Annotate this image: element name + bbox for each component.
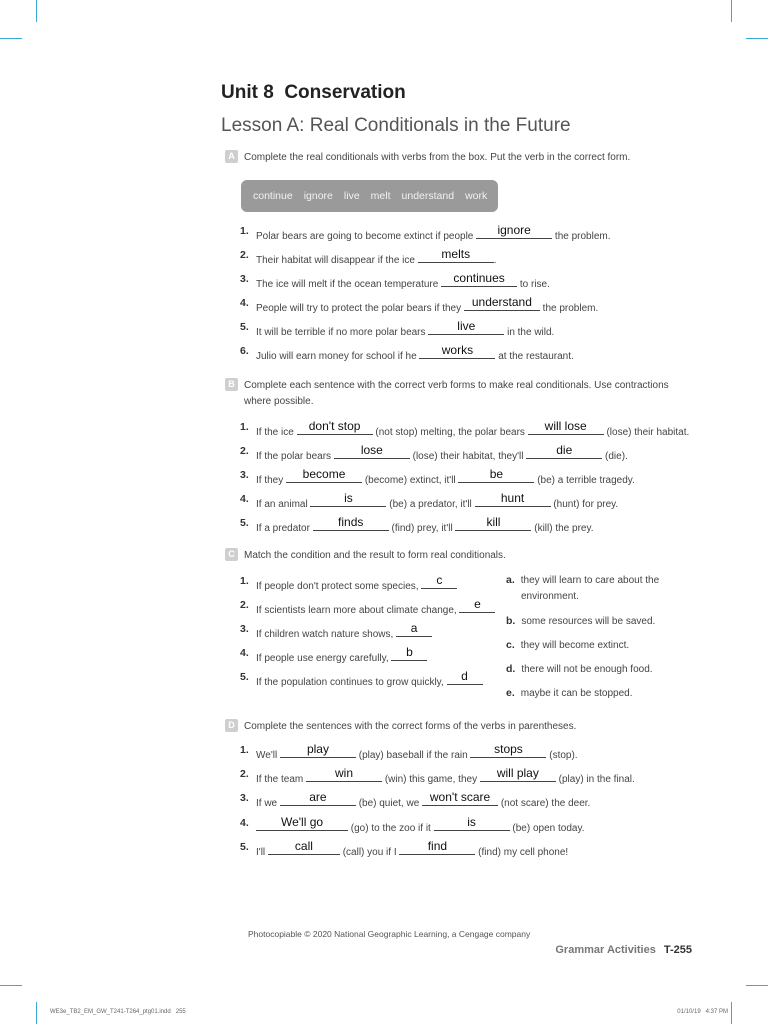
result-item: a. they will learn to care about the environment. — [506, 574, 660, 602]
result-item: d. there will not be enough food. — [506, 663, 653, 675]
crop-mark — [731, 0, 732, 22]
answer-blank[interactable]: finds — [313, 518, 389, 531]
word-box-item: understand — [401, 190, 455, 202]
answer-blank[interactable]: will lose — [528, 422, 604, 435]
answer-blank[interactable]: find — [399, 842, 475, 855]
answer-blank[interactable]: works — [419, 346, 495, 359]
answer-blank[interactable]: We'll go — [256, 818, 348, 831]
section-c-badge: C — [225, 548, 238, 561]
answer-blank[interactable]: hunt — [475, 494, 551, 507]
crop-mark — [36, 1002, 37, 1024]
unit-title: Unit 8 Conservation — [221, 82, 406, 103]
answer-blank[interactable]: kill — [455, 518, 531, 531]
answer-blank[interactable]: a — [396, 624, 432, 637]
section-a-instruction: A Complete the real conditionals with verbs from the box. Put the verb in the correct form. — [225, 150, 630, 166]
section-b-badge: B — [225, 378, 238, 391]
answer-blank[interactable]: be — [458, 470, 534, 483]
answer-blank[interactable]: ignore — [476, 226, 552, 239]
answer-blank[interactable]: c — [421, 576, 457, 589]
crop-mark — [731, 1002, 732, 1024]
section-a-badge: A — [225, 150, 238, 163]
answer-blank[interactable]: lose — [334, 446, 410, 459]
answer-blank[interactable]: melts — [418, 250, 494, 263]
section-d-badge: D — [225, 719, 238, 732]
result-item: e. maybe it can be stopped. — [506, 687, 633, 699]
answer-blank[interactable]: will play — [480, 769, 556, 782]
answer-blank[interactable]: understand — [464, 298, 540, 311]
copyright-notice: Photocopiable © 2020 National Geographic Learning, a Cengage company — [248, 929, 531, 939]
print-slug-left: WE3e_TB2_EM_GW_T241-T264_ptg01.indd 255 — [50, 1009, 186, 1015]
crop-mark — [36, 0, 37, 22]
section-c-instruction: C Match the condition and the result to form real conditionals. — [225, 548, 506, 564]
answer-blank[interactable]: die — [526, 446, 602, 459]
section-b-instruction: B Complete each sentence with the correct verb forms to make real conditionals. Use contractions where possible. — [225, 378, 669, 410]
answer-blank[interactable]: is — [434, 818, 510, 831]
answer-blank[interactable]: call — [268, 842, 340, 855]
answer-blank[interactable]: is — [310, 494, 386, 507]
answer-blank[interactable]: continues — [441, 274, 517, 287]
crop-mark — [0, 38, 22, 39]
word-box-item: melt — [370, 190, 391, 202]
result-item: c. they will become extinct. — [506, 639, 630, 651]
answer-blank[interactable]: become — [286, 470, 362, 483]
result-item: b. some resources will be saved. — [506, 615, 656, 627]
answer-blank[interactable]: b — [391, 648, 427, 661]
lesson-title: Lesson A: Real Conditionals in the Future — [221, 115, 571, 136]
answer-blank[interactable]: e — [459, 600, 495, 613]
print-slug-right: 01/10/19 4:37 PM — [677, 1009, 728, 1015]
answer-blank[interactable]: are — [280, 793, 356, 806]
word-box-item: work — [465, 190, 488, 202]
word-box-item: ignore — [303, 190, 333, 202]
answer-blank[interactable]: win — [306, 769, 382, 782]
page-label: Grammar Activities T-255 — [555, 944, 692, 956]
answer-blank[interactable]: play — [280, 745, 356, 758]
answer-blank[interactable]: stops — [470, 745, 546, 758]
answer-blank[interactable]: d — [447, 672, 483, 685]
page-number: T-255 — [663, 944, 692, 956]
answer-blank[interactable]: don't stop — [297, 422, 373, 435]
word-box-item: live — [343, 190, 360, 202]
crop-mark — [0, 985, 22, 986]
crop-mark — [746, 38, 768, 39]
word-box-item: continue — [253, 190, 293, 202]
answer-blank[interactable]: won't scare — [422, 793, 498, 806]
word-box — [241, 180, 498, 212]
crop-mark — [746, 985, 768, 986]
section-d-instruction: D Complete the sentences with the correct forms of the verbs in parentheses. — [225, 719, 576, 735]
answer-blank[interactable]: live — [428, 322, 504, 335]
